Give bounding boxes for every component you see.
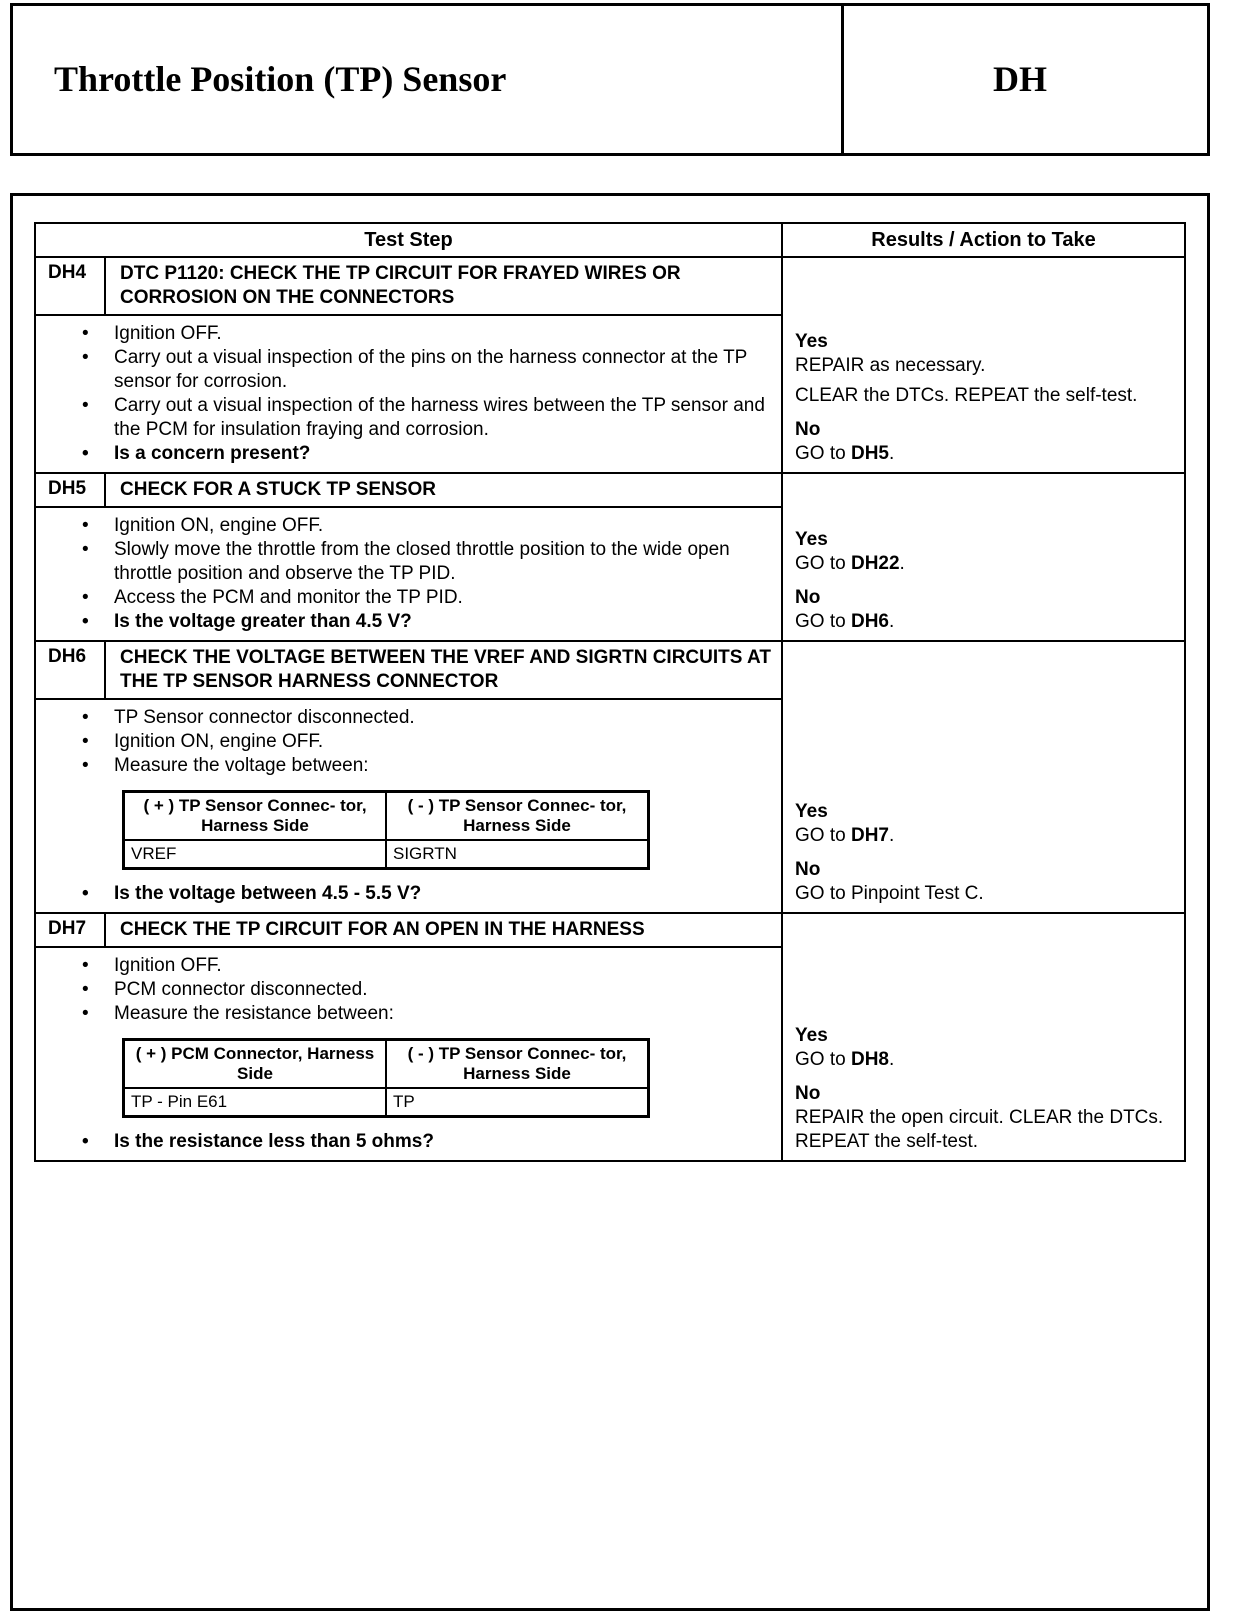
list-item: • Carry out a visual inspection of the pins on the harness connector at the TP sensor for corrosion. xyxy=(114,346,771,394)
list-item: • TP Sensor connector disconnected. xyxy=(114,706,771,730)
result-block xyxy=(783,528,915,640)
header-divider xyxy=(841,3,844,156)
page-title: Throttle Position (TP) Sensor xyxy=(54,59,507,99)
table-header-row xyxy=(34,222,1186,258)
step-ref: DH5 xyxy=(850,443,889,464)
list-item: • Ignition ON, engine OFF. xyxy=(114,730,771,754)
step-title: CHECK THE TP CIRCUIT FOR AN OPEN IN THE HARNESS xyxy=(120,919,645,940)
step-ref: DH7 xyxy=(850,825,889,846)
positive-connector-header: ( + ) PCM Connector, Harness Side xyxy=(124,1040,387,1089)
table-row xyxy=(34,642,1186,914)
step-bullets xyxy=(36,508,781,640)
step-bullets xyxy=(36,882,781,912)
step-id: DH7 xyxy=(36,914,106,946)
step-heading xyxy=(36,258,781,316)
yes-label: Yes xyxy=(795,331,828,352)
no-action: GO to DH5. xyxy=(795,443,895,464)
result-cell xyxy=(783,258,1184,472)
yes-action: REPAIR as necessary. xyxy=(795,355,986,376)
list-item: • Carry out a visual inspection of the harness wires between the TP sensor and the PCM for insulation fraying and corrosion. xyxy=(114,394,771,442)
list-item: • Measure the voltage between: xyxy=(114,754,771,778)
step-heading xyxy=(36,914,781,948)
list-item: • Slowly move the throttle from the closed throttle position to the wide open throttle position and observe the TP PID. xyxy=(114,538,771,586)
negative-connector-header: ( - ) TP Sensor Connec- tor, Harness Side xyxy=(386,1040,649,1089)
result-cell xyxy=(783,914,1184,1160)
step-question: • Is the voltage between 4.5 - 5.5 V? xyxy=(114,882,771,906)
step-ref: DH8 xyxy=(850,1049,889,1070)
result-block xyxy=(783,1024,1184,1160)
list-item: • Ignition ON, engine OFF. xyxy=(114,514,771,538)
yes-label: Yes xyxy=(795,1025,828,1046)
table-row xyxy=(34,258,1186,474)
step-bullets xyxy=(36,1130,781,1160)
step-ref: DH6 xyxy=(850,611,889,632)
step-id: DH4 xyxy=(36,258,106,314)
no-action: REPAIR the open circuit. CLEAR the DTCs. REPEAT the self-test. xyxy=(795,1107,1164,1152)
yes-action-2: CLEAR the DTCs. REPEAT the self-test. xyxy=(795,385,1138,406)
positive-connector-value: VREF xyxy=(124,840,387,869)
list-item: • Ignition OFF. xyxy=(114,954,771,978)
result-cell xyxy=(783,474,1184,640)
result-block xyxy=(783,800,994,912)
list-item: • PCM connector disconnected. xyxy=(114,978,771,1002)
table-row xyxy=(34,914,1186,1162)
step-heading xyxy=(36,642,781,700)
step-bullets xyxy=(36,316,781,472)
step-bullets xyxy=(36,700,781,778)
step-question: • Is a concern present? xyxy=(114,442,771,466)
measurement-table xyxy=(122,790,650,870)
yes-label: Yes xyxy=(795,801,828,822)
measurement-table xyxy=(122,1038,650,1118)
step-bullets xyxy=(36,948,781,1026)
step-id: DH6 xyxy=(36,642,106,698)
negative-connector-value: SIGRTN xyxy=(386,840,649,869)
step-cell xyxy=(36,642,783,912)
yes-action: GO to DH7. xyxy=(795,825,895,846)
result-block xyxy=(783,330,1147,472)
list-item: • Ignition OFF. xyxy=(114,322,771,346)
result-cell xyxy=(783,642,1184,912)
test-table xyxy=(34,222,1186,1162)
step-cell xyxy=(36,474,783,640)
step-question: • Is the resistance less than 5 ohms? xyxy=(114,1130,771,1154)
results-header: Results / Action to Take xyxy=(871,228,1096,251)
step-cell xyxy=(36,914,783,1160)
positive-connector-value: TP - Pin E61 xyxy=(124,1088,387,1117)
step-question: • Is the voltage greater than 4.5 V? xyxy=(114,610,771,634)
yes-action: GO to DH22. xyxy=(795,553,905,574)
no-label: No xyxy=(795,419,821,440)
list-item: • Measure the resistance between: xyxy=(114,1002,771,1026)
yes-action: GO to DH8. xyxy=(795,1049,895,1070)
step-heading xyxy=(36,474,781,508)
step-id: DH5 xyxy=(36,474,106,506)
section-code: DH xyxy=(993,59,1047,99)
negative-connector-value: TP xyxy=(386,1088,649,1117)
step-title: CHECK FOR A STUCK TP SENSOR xyxy=(120,479,436,500)
no-action: GO to Pinpoint Test C. xyxy=(795,883,984,904)
no-label: No xyxy=(795,587,821,608)
table-row xyxy=(34,474,1186,642)
step-title: CHECK THE VOLTAGE BETWEEN THE VREF AND SIGRTN CIRCUITS AT THE TP SENSOR HARNESS CONNECTOR xyxy=(120,647,771,692)
no-action: GO to DH6. xyxy=(795,611,895,632)
test-step-header: Test Step xyxy=(36,224,783,256)
list-item: • Access the PCM and monitor the TP PID. xyxy=(114,586,771,610)
no-label: No xyxy=(795,859,821,880)
step-title: DTC P1120: CHECK THE TP CIRCUIT FOR FRAYED WIRES OR CORROSION ON THE CONNECTORS xyxy=(120,263,681,308)
step-ref: DH22 xyxy=(850,553,900,574)
negative-connector-header: ( - ) TP Sensor Connec- tor, Harness Side xyxy=(386,792,649,841)
step-cell xyxy=(36,258,783,472)
yes-label: Yes xyxy=(795,529,828,550)
positive-connector-header: ( + ) TP Sensor Connec- tor, Harness Side xyxy=(124,792,387,841)
no-label: No xyxy=(795,1083,821,1104)
